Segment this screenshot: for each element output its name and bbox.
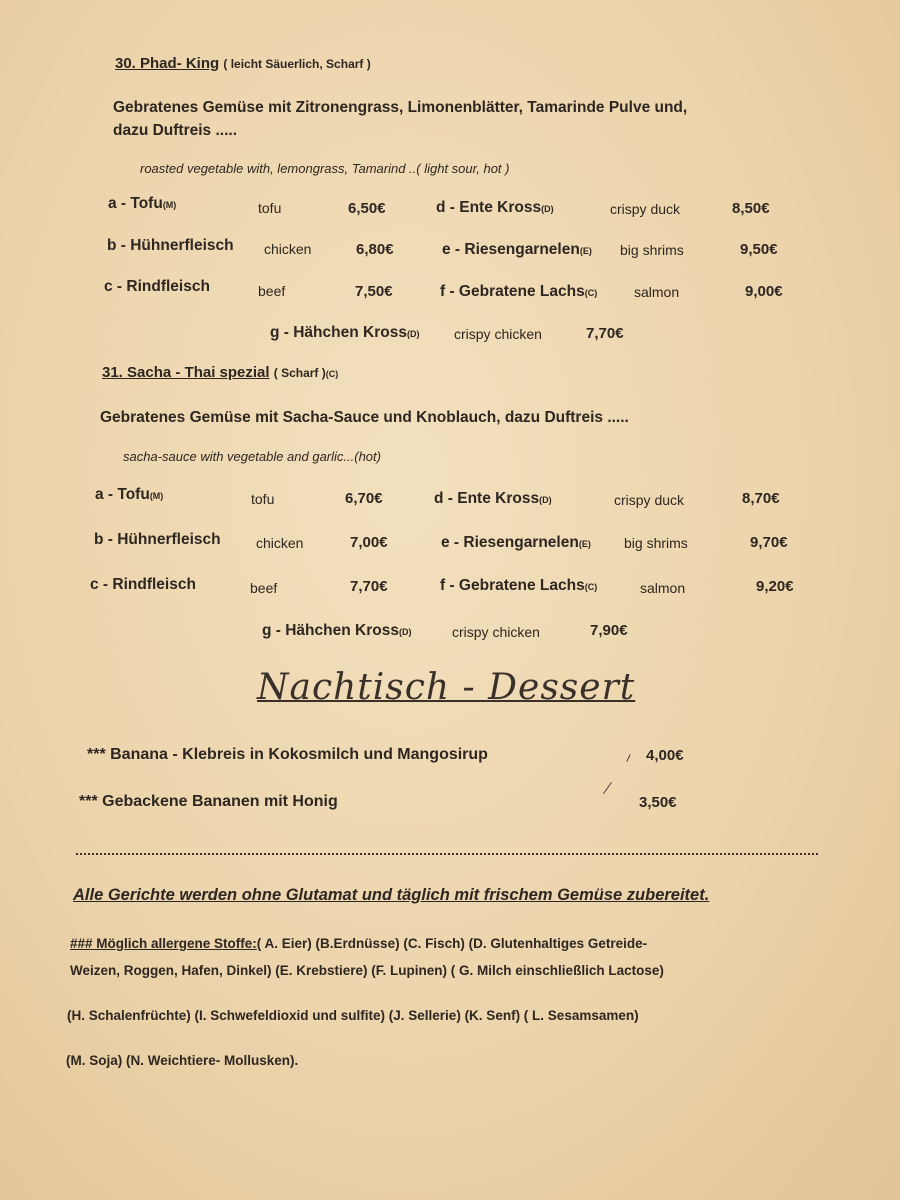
dish-30-option-f-name: f - Gebratene Lachs(C): [440, 283, 598, 300]
dish-31-option-d-english: crispy duck: [614, 492, 685, 508]
dish-30-option-a-price: 6,50€: [348, 200, 386, 217]
dish-31-option-g-name: g - Hähchen Kross(D): [262, 622, 412, 639]
dish-30-description-line1: Gebratenes Gemüse mit Zitronengrass, Limonenblätter, Tamarinde Pulve und,: [113, 99, 688, 116]
dish-31-note-allergen: (C): [325, 369, 339, 379]
dessert-item-1-name: *** Banana - Klebreis in Kokosmilch und Mangosirup: [87, 746, 488, 763]
dish-31-english: sacha-sauce with vegetable and garlic...(hot): [123, 449, 381, 464]
dish-30-option-f-price: 9,00€: [745, 283, 783, 300]
dish-30-option-g-english: crispy chicken: [454, 326, 542, 342]
dotted-divider: [76, 853, 818, 855]
dish-30-option-a-english: tofu: [258, 200, 282, 216]
dish-31-description: Gebratenes Gemüse mit Sacha-Sauce und Knoblauch, dazu Duftreis .....: [100, 409, 629, 426]
dish-31-option-c-english: beef: [250, 580, 278, 596]
dish-30-option-g-price: 7,70€: [586, 325, 624, 342]
dish-30-option-d-price: 8,50€: [732, 200, 770, 217]
dish-31-note: ( Scharf ): [273, 366, 326, 380]
dish-30-english: roasted vegetable with, lemongrass, Tamarind ..( light sour, hot ): [140, 161, 510, 176]
dish-31-option-c-name: c - Rindfleisch: [90, 576, 196, 593]
dish-30-option-d-english: crispy duck: [610, 201, 681, 217]
dish-31-option-f-name: f - Gebratene Lachs(C): [440, 577, 598, 594]
allergen-line-1: [70, 936, 647, 951]
dish-31-name: 31. Sacha - Thai spezial: [102, 364, 270, 381]
dish-30-option-e-name: e - Riesengarnelen(E): [442, 241, 592, 258]
dish-30-note: ( leicht Säuerlich, Scharf ): [223, 57, 371, 71]
dish-30-option-e-english: big shrims: [620, 242, 684, 258]
allergen-line-2: Weizen, Roggen, Hafen, Dinkel) (E. Krebstiere) (F. Lupinen) ( G. Milch einschließlich Lactose): [70, 963, 664, 978]
dessert-item-1-price: 4,00€: [646, 747, 684, 764]
dish-30-title: [115, 55, 371, 72]
dish-30-option-e-price: 9,50€: [740, 241, 778, 258]
allergen-line-3: (H. Schalenfrüchte) (I. Schwefeldioxid und sulfite) (J. Sellerie) (K. Senf) ( L. Sesamsamen): [67, 1008, 639, 1023]
dish-31-option-f-price: 9,20€: [756, 578, 794, 595]
dish-30-option-a-name: a - Tofu(M): [108, 195, 177, 212]
dish-31-option-a-english: tofu: [251, 491, 275, 507]
dish-31-option-e-english: big shrims: [624, 535, 688, 551]
dish-31-option-a-name: a - Tofu(M): [95, 486, 164, 503]
dish-31-option-g-price: 7,90€: [590, 622, 628, 639]
dish-30-option-c-english: beef: [258, 283, 286, 299]
allergen-prefix: ### Möglich allergene Stoffe:: [70, 936, 257, 951]
dish-30-option-d-name: d - Ente Kross(D): [436, 199, 554, 216]
dish-31-option-b-name: b - Hühnerfleisch: [94, 531, 221, 548]
dish-31-option-d-price: 8,70€: [742, 490, 780, 507]
dish-30-option-b-price: 6,80€: [356, 241, 394, 258]
allergen-line-1-text: ( A. Eier) (B.Erdnüsse) (C. Fisch) (D. Glutenhaltiges Getreide-: [256, 936, 648, 951]
dessert-item-2-name: *** Gebackene Bananen mit Honig: [79, 793, 338, 810]
dish-30-option-c-price: 7,50€: [355, 283, 393, 300]
glutamate-notice: Alle Gerichte werden ohne Glutamat und täglich mit frischem Gemüse zubereitet.: [73, 886, 710, 904]
dish-30-description-line2: dazu Duftreis .....: [113, 122, 238, 139]
dish-31-title: [102, 364, 338, 381]
dish-31-option-e-price: 9,70€: [750, 534, 788, 551]
dish-31-option-d-name: d - Ente Kross(D): [434, 490, 552, 507]
dish-30-option-b-english: chicken: [264, 241, 312, 257]
dish-31-option-a-price: 6,70€: [345, 490, 383, 507]
dish-31-option-c-price: 7,70€: [350, 578, 388, 595]
dessert-item-2-price: 3,50€: [639, 794, 677, 811]
dish-30-option-b-name: b - Hühnerfleisch: [107, 237, 234, 254]
dish-31-option-b-price: 7,00€: [350, 534, 388, 551]
pen-mark: [603, 782, 612, 794]
dish-31-option-f-english: salmon: [640, 580, 686, 596]
allergen-line-4: (M. Soja) (N. Weichtiere- Mollusken).: [66, 1053, 299, 1068]
dessert-heading: Nachtisch - Dessert: [257, 667, 636, 708]
dish-31-option-e-name: e - Riesengarnelen(E): [441, 534, 591, 551]
pen-mark: [626, 754, 630, 762]
dish-30-option-g-name: g - Hähchen Kross(D): [270, 324, 420, 341]
dish-31-option-b-english: chicken: [256, 535, 304, 551]
dish-31-option-g-english: crispy chicken: [452, 624, 540, 640]
dish-30-name: 30. Phad- King: [115, 55, 220, 72]
dish-30-option-f-english: salmon: [634, 284, 680, 300]
dish-30-option-c-name: c - Rindfleisch: [104, 278, 210, 295]
